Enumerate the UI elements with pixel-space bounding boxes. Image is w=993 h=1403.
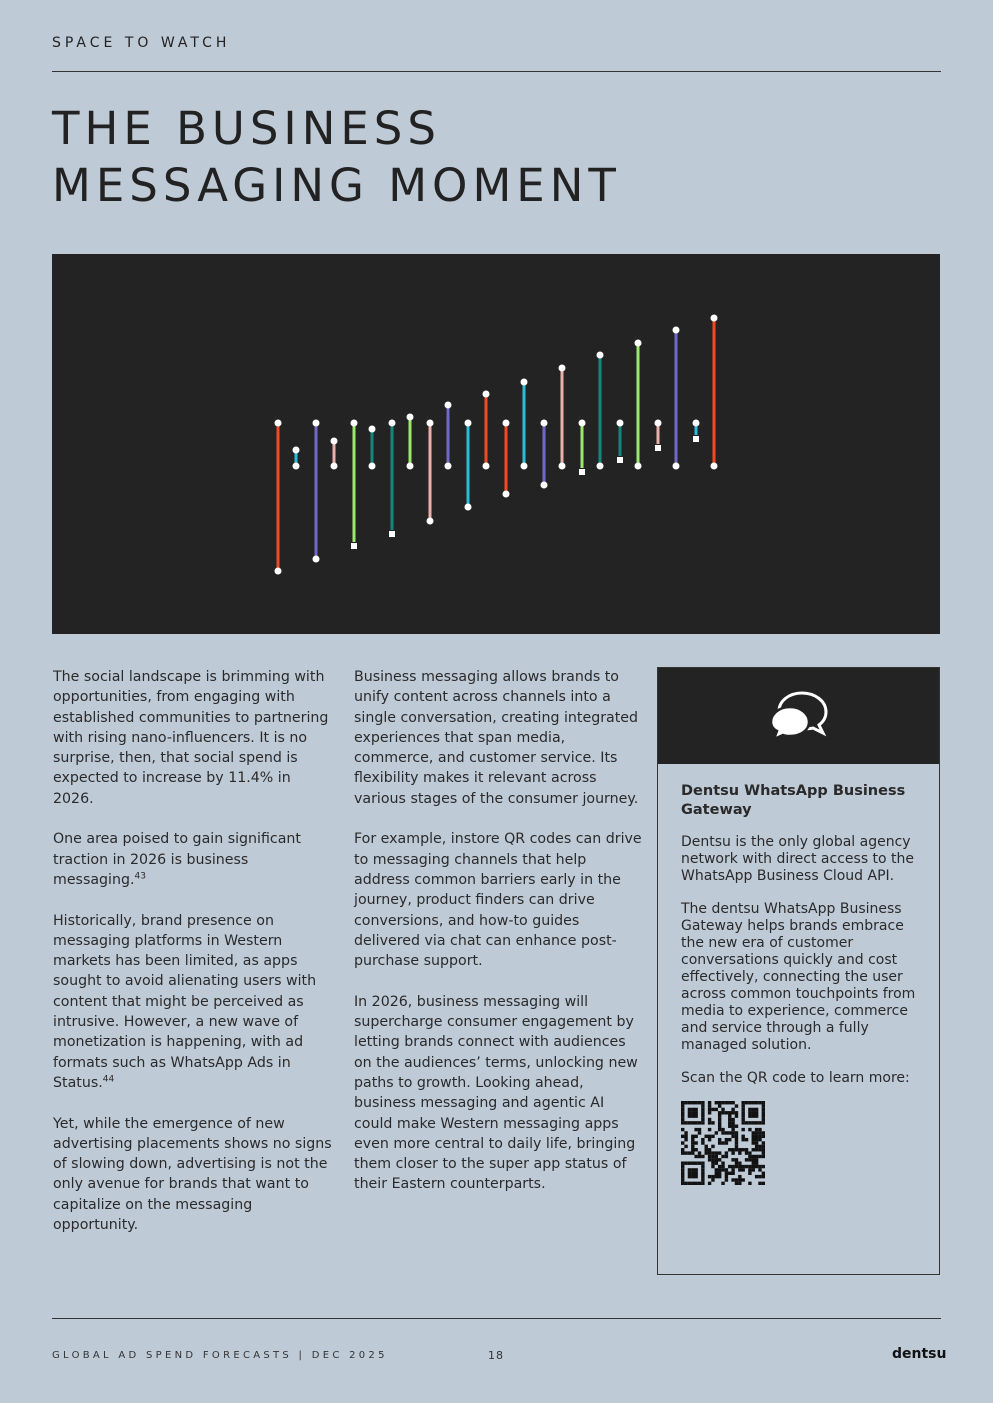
brand-logo: dentsu <box>892 1346 947 1362</box>
title-line-1: THE BUSINESS <box>52 102 441 155</box>
range-bar <box>521 379 528 470</box>
footer-publication: GLOBAL AD SPEND FORECASTS | DEC 2025 <box>52 1350 388 1361</box>
range-bar <box>275 420 282 575</box>
paragraph: Business messaging allows brands to unify content across channels into a single conversation, creating integrated experiences that span media, commerce, and customer service. Its flexibility makes it relevant across various stages of the consumer journey. <box>354 669 639 807</box>
title-line-2: MESSAGING MOMENT <box>52 159 621 212</box>
callout-paragraph: Dentsu is the only global agency network with direct access to the WhatsApp Business Cloud API. <box>681 834 915 884</box>
page-title <box>52 100 621 214</box>
footnote-ref[interactable]: 44 <box>102 1074 115 1085</box>
header-divider <box>52 71 941 72</box>
footnote-ref[interactable]: 43 <box>134 871 146 882</box>
footer-divider <box>52 1318 941 1319</box>
paragraph-text: One area poised to gain significant traction in 2026 is business messaging. <box>53 831 301 888</box>
range-bar <box>617 420 624 464</box>
range-bar <box>693 420 700 443</box>
paragraph: The social landscape is brimming with opportunities, from engaging with established communities to partnering with rising nano-influencers. It is no surprise, then, that social spend is expected to increase by 11.4% in 2026. <box>53 669 329 807</box>
body-column-2 <box>354 667 644 1215</box>
section-kicker: SPACE TO WATCH <box>52 35 231 51</box>
callout-title: Dentsu WhatsApp Business Gateway <box>681 783 906 818</box>
callout-header <box>658 668 939 764</box>
range-bar <box>673 327 680 470</box>
paragraph: For example, instore QR codes can drive to messaging channels that help address common barriers early in the journey, product finders can drive conversions, and how-to guides delivered via chat can enhance post-purchase support. <box>354 831 642 970</box>
range-bar <box>369 426 376 470</box>
range-bar <box>655 420 662 452</box>
range-bar <box>559 365 566 470</box>
range-bar <box>427 420 434 525</box>
range-bar <box>503 420 510 498</box>
range-bar <box>331 438 338 470</box>
range-bar <box>597 352 604 470</box>
qr-code-icon[interactable] <box>681 1101 765 1185</box>
range-bar <box>465 420 472 511</box>
callout-paragraph: The dentsu WhatsApp Business Gateway helps brands embrace the new era of customer conversations quickly and cost effectively, connecting the user across common touchpoints from media to experience, commerce and service through a fully managed solution. <box>681 901 916 1053</box>
callout-paragraph: Scan the QR code to learn more: <box>681 1070 910 1086</box>
paragraph-text: Historically, brand presence on messaging platforms in Western markets has been limited, as apps sought to avoid alienating users with content that might be perceived as intrusive. However, a new wave of monetization is happening, with ad formats such as WhatsApp Ads in Status. <box>53 912 317 1091</box>
hero-graphic <box>52 254 940 634</box>
range-bar <box>579 420 586 476</box>
paragraph: Yet, while the emergence of new advertising placements shows no signs of slowing down, advertising is not the only avenue for brands that want to capitalize on the messaging opportunity. <box>53 1115 332 1234</box>
range-bar <box>635 340 642 470</box>
range-bar <box>711 315 718 470</box>
range-bar <box>483 391 490 470</box>
range-bar <box>293 447 300 470</box>
range-bar <box>445 402 452 470</box>
page-number: 18 <box>488 1349 504 1362</box>
paragraph <box>53 829 333 890</box>
range-bar <box>351 420 358 550</box>
paragraph <box>53 911 333 1094</box>
range-bar <box>389 420 396 538</box>
sidebar-callout <box>657 667 940 1275</box>
range-bars-graphic <box>52 254 940 634</box>
chat-bubbles-icon <box>768 689 830 743</box>
paragraph: In 2026, business messaging will supercharge consumer engagement by letting brands connect with audiences on the audiences’ terms, unlocking new paths to growth. Looking ahead, business messaging and agentic AI could make Western messaging apps even more central to daily life, bringing them closer to the super app status of their Eastern counterparts. <box>354 993 638 1193</box>
range-bar <box>541 420 548 489</box>
range-bar <box>407 414 414 470</box>
body-column-1 <box>53 667 333 1256</box>
range-bar <box>313 420 320 563</box>
callout-body <box>658 764 939 1190</box>
